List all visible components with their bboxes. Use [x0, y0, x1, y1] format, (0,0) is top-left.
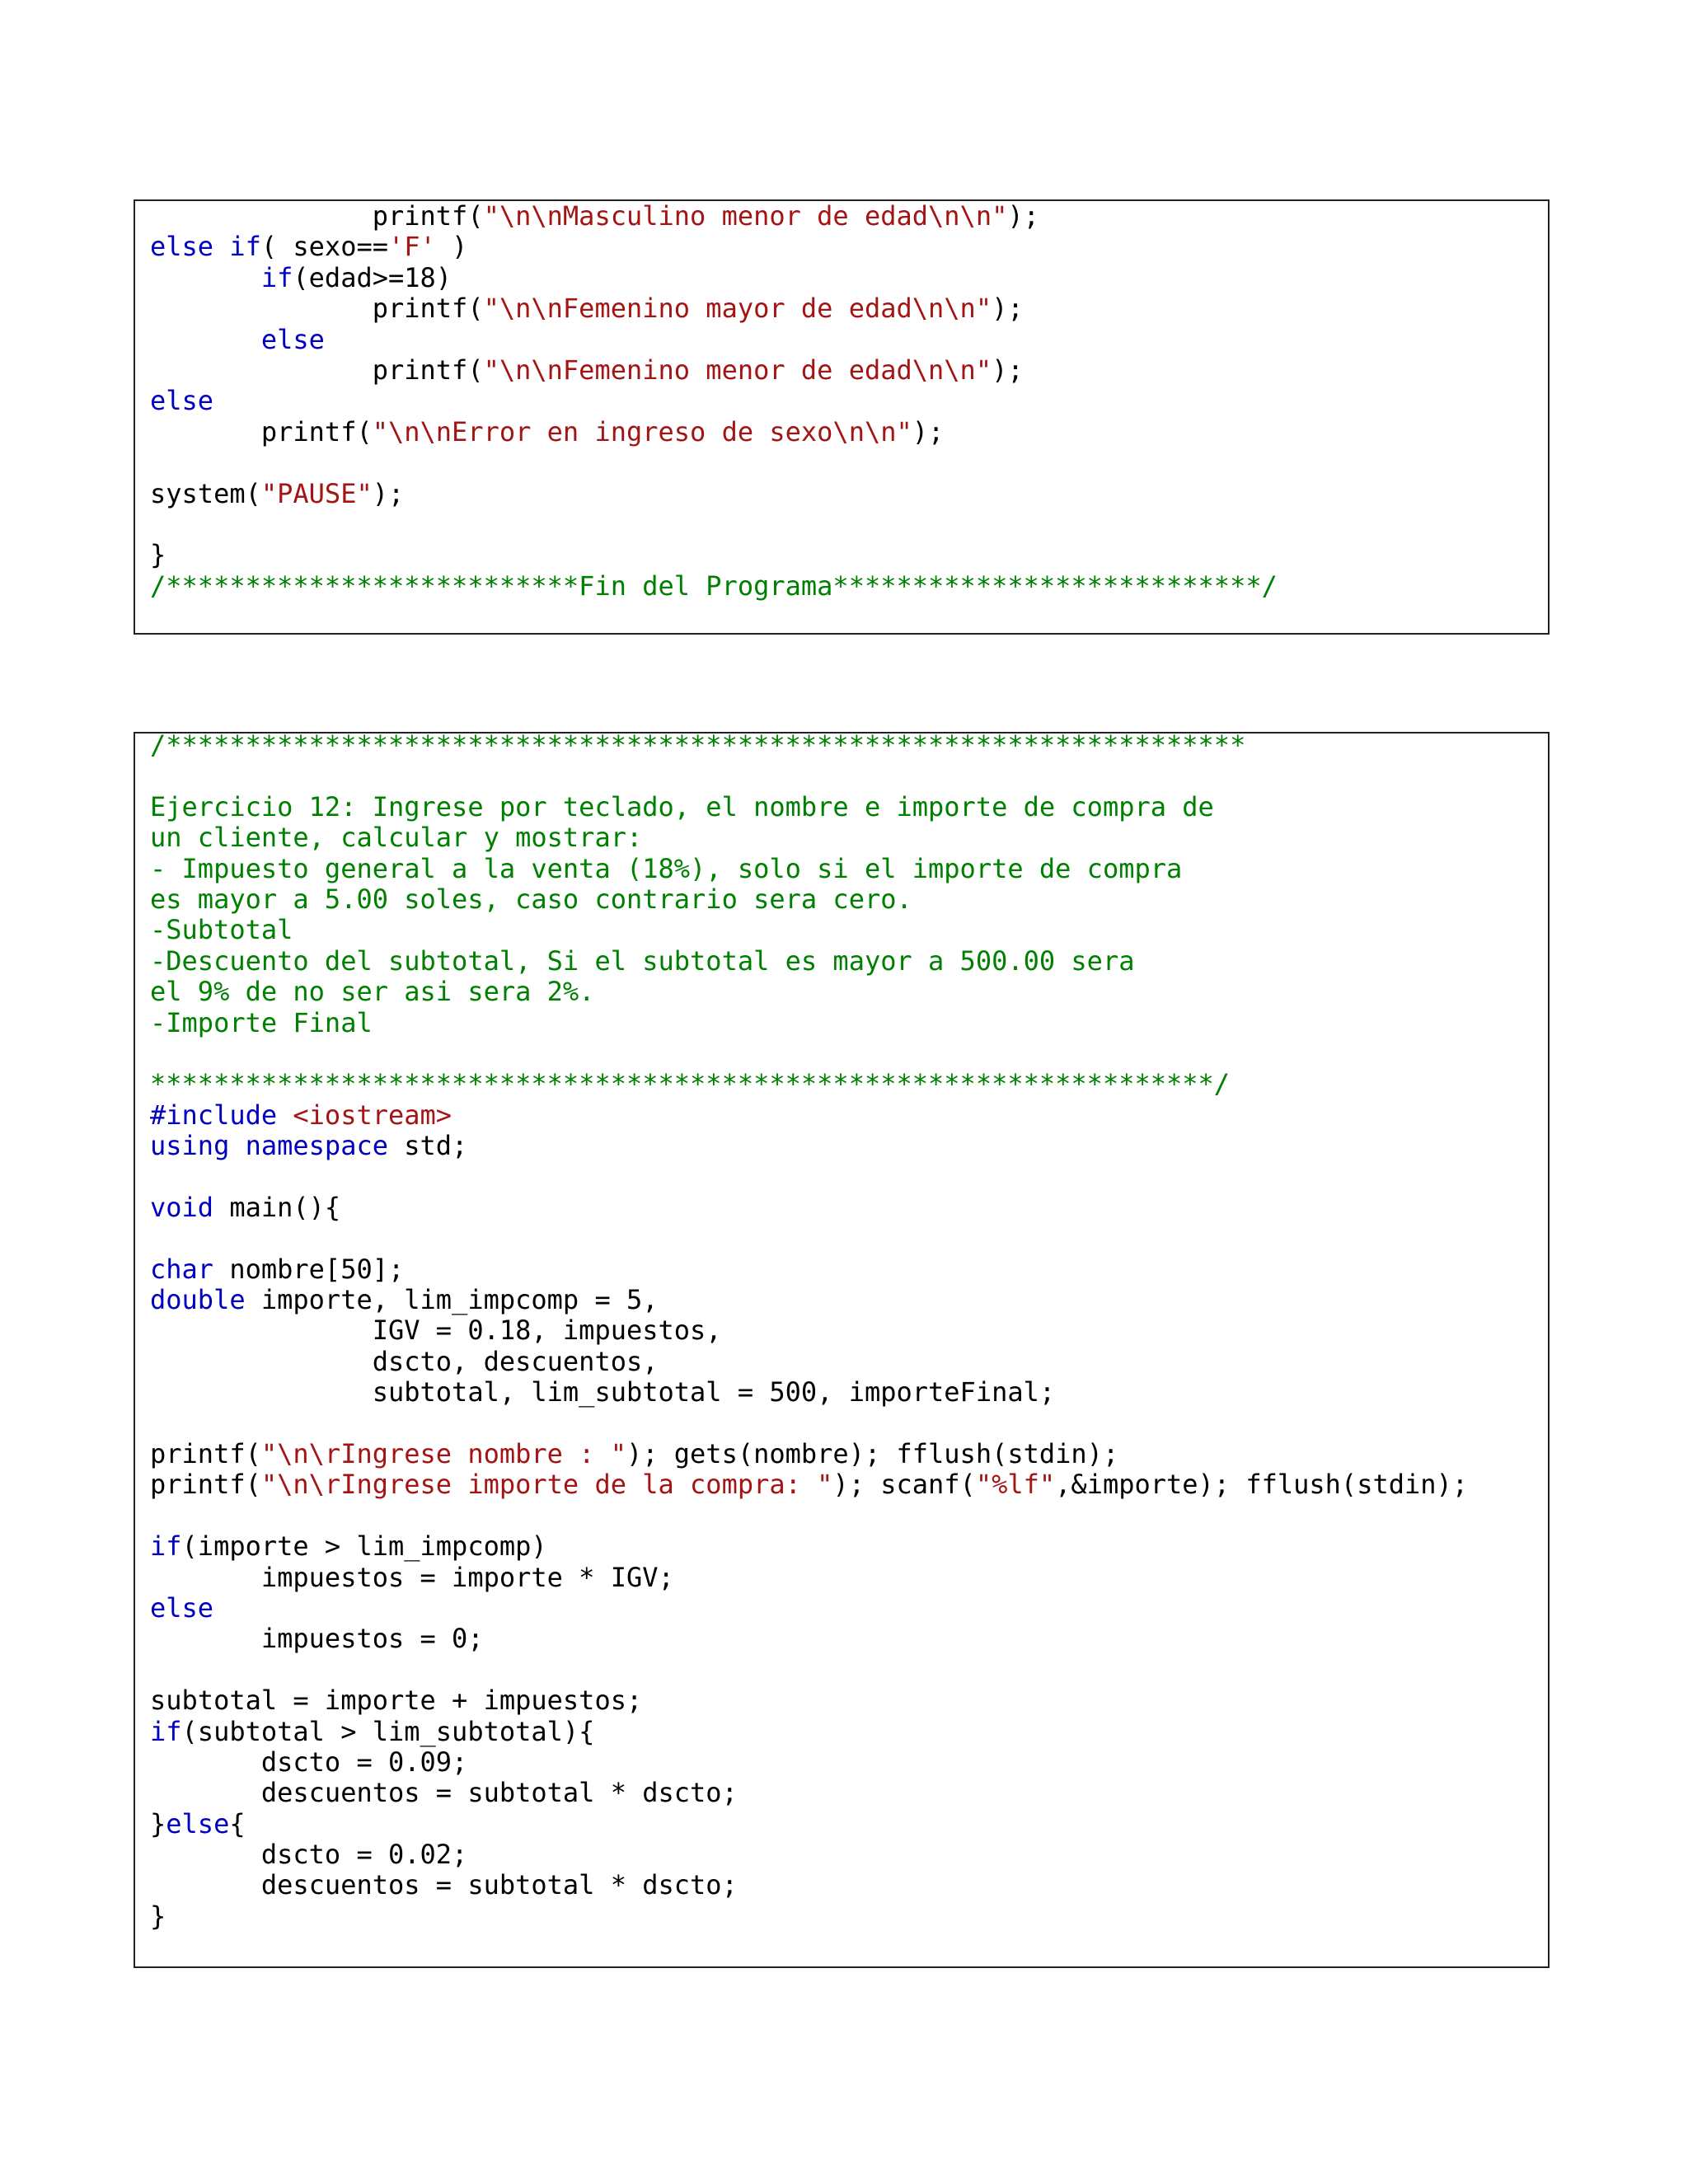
- code-token-plain: printf(: [150, 200, 484, 232]
- code-token-plain: }: [150, 539, 166, 571]
- code-line: [150, 884, 1468, 915]
- code-line: [150, 448, 1278, 478]
- code-token-keyword: if: [150, 1530, 182, 1563]
- code-line: [150, 1315, 1468, 1346]
- code-token-plain: dscto = 0.02;: [150, 1839, 468, 1871]
- code-token-comment: -Subtotal: [150, 914, 293, 946]
- code-line: [150, 1100, 1468, 1131]
- code-token-plain: }: [150, 1807, 166, 1840]
- code-line: [150, 946, 1468, 977]
- code-line: [150, 1778, 1468, 1808]
- code-token-plain: impuestos = 0;: [150, 1623, 484, 1655]
- code-token-keyword: double: [150, 1284, 246, 1316]
- code-token-plain: (edad>=18): [293, 261, 452, 293]
- code-token-plain: ); gets(nombre); fflush(stdin);: [626, 1437, 1119, 1469]
- code-line: [150, 1069, 1468, 1099]
- code-token-string: "\n\nFemenino menor de edad\n\n": [483, 354, 992, 386]
- code-token-string: <iostream>: [293, 1099, 452, 1131]
- code-token-plain: [150, 324, 261, 355]
- code-line: [150, 540, 1278, 570]
- code-line: [150, 1193, 1468, 1223]
- code-line: [150, 263, 1278, 293]
- code-token-plain: descuentos = subtotal * dscto;: [150, 1777, 738, 1809]
- code-line: [150, 1038, 1468, 1069]
- code-token-plain: dscto, descuentos,: [150, 1345, 659, 1377]
- code-token-plain: {: [229, 1807, 246, 1840]
- code-token-plain: dscto = 0.09;: [150, 1746, 468, 1778]
- code-line: [150, 1563, 1468, 1593]
- code-line: [150, 479, 1278, 509]
- code-token-plain: system(: [150, 477, 261, 509]
- code-line: [150, 1870, 1468, 1900]
- code-token-comment: -Descuento del subtotal, Si el subtotal es mayor a 500.00 sera: [150, 944, 1135, 977]
- code-token-comment: /********************************************************************: [150, 729, 1246, 761]
- code-line: [150, 1840, 1468, 1870]
- code-line: [150, 325, 1278, 355]
- code-line: [150, 1161, 1468, 1192]
- code-token-plain: printf(: [150, 415, 373, 448]
- code-token-plain: (subtotal > lim_subtotal){: [181, 1715, 595, 1747]
- code-line: [150, 201, 1278, 232]
- code-token-comment: /**************************Fin del Programa***************************/: [150, 569, 1278, 602]
- code-line: [150, 1131, 1468, 1161]
- code-token-comment: un cliente, calcular y mostrar:: [150, 822, 643, 854]
- code-token-string: "\n\nFemenino mayor de edad\n\n": [483, 293, 992, 325]
- code-token-plain: );: [992, 293, 1024, 325]
- code-token-keyword: else: [166, 1807, 230, 1840]
- code-token-plain: [150, 262, 261, 293]
- code-token-plain: [277, 1099, 293, 1131]
- code-token-string: "\n\nError en ingreso de sexo\n\n": [372, 415, 912, 448]
- code-block-1: [134, 199, 1550, 635]
- code-token-comment: *******************************************************************/: [150, 1068, 1231, 1100]
- code-token-plain: impuestos = importe * IGV;: [150, 1561, 674, 1593]
- code-line: [150, 386, 1278, 416]
- code-token-plain: );: [992, 354, 1024, 386]
- code-line: [150, 1717, 1468, 1747]
- code-token-plain: ( sexo==: [260, 231, 388, 263]
- code-line: [150, 293, 1278, 324]
- code-token-plain: );: [1007, 200, 1039, 232]
- code-token-plain: ): [435, 231, 468, 263]
- code-line: [150, 761, 1468, 791]
- code-line: [150, 1008, 1468, 1038]
- code-token-plain: importe, lim_impcomp = 5,: [245, 1284, 659, 1316]
- code-token-plain: }: [150, 1900, 166, 1932]
- code-token-keyword: else: [150, 1591, 214, 1624]
- code-token-plain: printf(: [150, 1437, 261, 1469]
- code-line: [150, 1593, 1468, 1624]
- code-token-plain: [213, 231, 229, 262]
- code-listing-2: [150, 730, 1468, 1932]
- code-token-comment: - Impuesto general a la venta (18%), solo si el importe de compra: [150, 852, 1183, 884]
- code-line: [150, 571, 1278, 602]
- code-token-string: "PAUSE": [260, 477, 373, 509]
- code-line: [150, 355, 1278, 386]
- code-line: [150, 1469, 1468, 1500]
- code-token-keyword: else: [150, 231, 214, 263]
- code-line: [150, 1501, 1468, 1531]
- code-line: [150, 823, 1468, 853]
- code-token-plain: );: [912, 415, 945, 448]
- code-token-plain: ); scanf(: [832, 1469, 976, 1501]
- code-line: [150, 854, 1468, 884]
- code-line: [150, 1408, 1468, 1439]
- code-line: [150, 232, 1278, 262]
- code-token-comment: -Importe Final: [150, 1006, 373, 1038]
- code-line: [150, 915, 1468, 945]
- code-token-keyword: if: [229, 231, 261, 263]
- code-line: [150, 1254, 1468, 1285]
- code-token-plain: [229, 1130, 245, 1161]
- code-token-keyword: char: [150, 1253, 214, 1285]
- code-line: [150, 1223, 1468, 1254]
- code-token-string: 'F': [387, 231, 436, 263]
- code-token-plain: subtotal = importe + impuestos;: [150, 1685, 643, 1717]
- code-token-plain: nombre[50];: [213, 1253, 405, 1285]
- code-token-plain: (importe > lim_impcomp): [181, 1530, 547, 1563]
- code-line: [150, 1347, 1468, 1377]
- code-line: [150, 1901, 1468, 1932]
- code-line: [150, 1655, 1468, 1685]
- code-token-keyword: #include: [150, 1099, 278, 1131]
- code-token-plain: printf(: [150, 354, 484, 386]
- code-token-string: "\n\nMasculino menor de edad\n\n": [483, 200, 1008, 232]
- code-line: [150, 1439, 1468, 1469]
- code-token-comment: Ejercicio 12: Ingrese por teclado, el nombre e importe de compra de: [150, 790, 1214, 823]
- code-token-keyword: else: [150, 385, 214, 417]
- code-line: [150, 977, 1468, 1007]
- code-line: [150, 1377, 1468, 1408]
- code-line: [150, 417, 1278, 448]
- code-line: [150, 1624, 1468, 1654]
- code-line: [150, 792, 1468, 823]
- code-line: [150, 1531, 1468, 1562]
- code-token-keyword: using: [150, 1130, 230, 1162]
- code-token-keyword: void: [150, 1191, 214, 1223]
- code-token-plain: );: [372, 477, 405, 509]
- code-token-plain: descuentos = subtotal * dscto;: [150, 1869, 738, 1901]
- code-block-2: [134, 729, 1550, 1968]
- code-token-plain: IGV = 0.18, impuestos,: [150, 1315, 722, 1347]
- code-line: [150, 1285, 1468, 1315]
- code-token-comment: es mayor a 5.00 soles, caso contrario sera cero.: [150, 883, 912, 915]
- code-token-plain: printf(: [150, 1469, 261, 1501]
- code-line: [150, 509, 1278, 540]
- code-line: [150, 1747, 1468, 1778]
- code-line: [150, 1809, 1468, 1840]
- code-token-string: "\n\rIngrese nombre : ": [260, 1437, 626, 1469]
- code-listing-1: [150, 201, 1278, 602]
- code-line: [150, 730, 1468, 761]
- code-token-comment: el 9% de no ser asi sera 2%.: [150, 976, 595, 1008]
- code-token-plain: subtotal, lim_subtotal = 500, importeFinal;: [150, 1376, 1056, 1408]
- code-token-keyword: if: [260, 261, 293, 293]
- code-token-plain: std;: [387, 1130, 468, 1162]
- code-token-plain: ,&importe); fflush(stdin);: [1055, 1469, 1469, 1501]
- code-token-keyword: else: [260, 323, 325, 355]
- code-token-string: "%lf": [975, 1469, 1056, 1501]
- code-token-keyword: if: [150, 1715, 182, 1747]
- code-token-plain: printf(: [150, 293, 484, 325]
- code-token-string: "\n\rIngrese importe de la compra: ": [260, 1469, 833, 1501]
- code-line: [150, 1685, 1468, 1716]
- code-token-plain: main(){: [213, 1191, 341, 1223]
- code-token-keyword: namespace: [245, 1130, 388, 1162]
